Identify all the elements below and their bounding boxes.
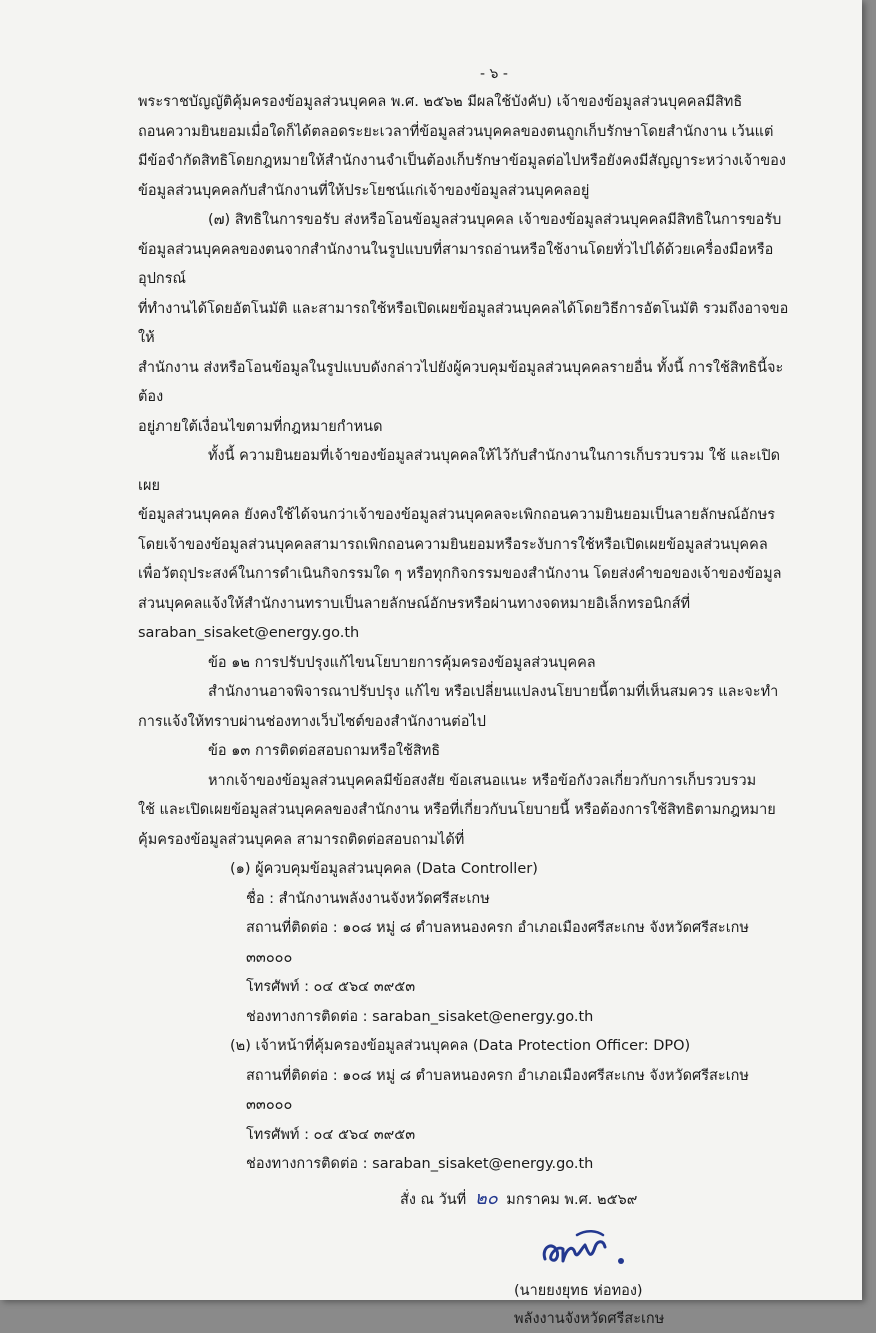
text-line: เพื่อวัตถุประสงค์ในการดำเนินกิจกรรมใด ๆ หรือทุกกิจกรรมของสำนักงาน โดยส่งคำขอของเจ้าของข้อมูล (138, 566, 782, 582)
dpo-channel: ช่องทางการติดต่อ : saraban_sisaket@energy.go.th (246, 1156, 594, 1172)
text-line: การแจ้งให้ทราบผ่านช่องทางเว็บไซต์ของสำนักงานต่อไป (138, 713, 486, 730)
dpo-heading: (๒) เจ้าหน้าที่คุ้มครองข้อมูลส่วนบุคคล (Data Protection Officer: DPO) (230, 1038, 691, 1054)
controller-name: ชื่อ : สำนักงานพลังงานจังหวัดศรีสะเกษ (246, 890, 490, 907)
email-address: saraban_sisaket@energy.go.th (138, 625, 360, 641)
signatory-name: (นายยงยุทธ ห่อทอง) (514, 1283, 643, 1299)
page-number: - ๖ - (480, 66, 508, 82)
section-12-body (138, 678, 790, 737)
text-line: ข้อมูลส่วนบุคคลของตนจากสำนักงานในรูปแบบที่สามารถอ่านหรือใช้งานโดยทั่วไปได้ด้วยเครื่องมือหรืออุปกรณ์ (138, 241, 774, 287)
data-controller-contact (138, 855, 790, 1032)
text-line: ทั้งนี้ ความยินยอมที่เจ้าของข้อมูลส่วนบุคคลให้ไว้กับสำนักงานในการเก็บรวบรวม ใช้ และเปิดเผย (138, 448, 781, 494)
paragraph-consent-validity (138, 442, 790, 649)
text-line: โดยเจ้าของข้อมูลส่วนบุคคลสามารถเพิกถอนความยินยอมหรือระงับการใช้หรือเปิดเผยข้อมูลส่วนบุคคล (138, 536, 768, 553)
controller-address: สถานที่ติดต่อ : ๑๐๘ หมู่ ๘ ตำบลหนองครก อำเภอเมืองศรีสะเกษ จังหวัดศรีสะเกษ ๓๓๐๐๐ (246, 920, 749, 966)
signature-area (138, 1215, 790, 1277)
dpo-address: สถานที่ติดต่อ : ๑๐๘ หมู่ ๘ ตำบลหนองครก อำเภอเมืองศรีสะเกษ จังหวัดศรีสะเกษ ๓๓๐๐๐ (246, 1067, 749, 1113)
paragraph-data-portability (138, 206, 790, 442)
paragraph-consent-withdrawal (138, 88, 790, 206)
handwritten-signature (533, 1221, 643, 1275)
text-line: มีข้อจำกัดสิทธิโดยกฎหมายให้สำนักงานจำเป็นต้องเก็บรักษาข้อมูลต่อไปหรือยังคงมีสัญญาระหว่างเจ้าของ (138, 153, 786, 169)
text-line: ถอนความยินยอมเมื่อใดก็ได้ตลอดระยะเวลาที่ข้อมูลส่วนบุคคลของตนถูกเก็บรักษาโดยสำนักงาน เว้นแต่ (138, 123, 774, 140)
section-12-heading: ข้อ ๑๒ การปรับปรุงแก้ไขนโยบายการคุ้มครองข้อมูลส่วนบุคคล (208, 654, 596, 671)
text-line: ที่ทำงานได้โดยอัตโนมัติ และสามารถใช้หรือเปิดเผยข้อมูลส่วนบุคคลได้โดยวิธีการอัตโนมัติ รวมถึงอาจขอให้ (138, 300, 789, 346)
text-line: ข้อมูลส่วนบุคคลกับสำนักงานที่ให้ประโยชน์แก่เจ้าของข้อมูลส่วนบุคคลอยู่ (138, 182, 590, 199)
signatory-block (138, 1277, 790, 1333)
text-line: สำนักงาน ส่งหรือโอนข้อมูลในรูปแบบดังกล่าวไปยังผู้ควบคุมข้อมูลส่วนบุคคลรายอื่น ทั้งนี้ การใช้สิทธินี้จะต้อง (138, 359, 784, 405)
text-line: หากเจ้าของข้อมูลส่วนบุคคลมีข้อสงสัย ข้อเสนอแนะ หรือข้อกังวลเกี่ยวกับการเก็บรวบรวม (208, 772, 757, 789)
text-line: ข้อมูลส่วนบุคคล ยังคงใช้ได้จนกว่าเจ้าของข้อมูลส่วนบุคคลจะเพิกถอนความยินยอมเป็นลายลักษณ์อักษร (138, 507, 776, 523)
dpo-contact (138, 1032, 790, 1180)
dpo-phone: โทรศัพท์ : ๐๔ ๕๖๔ ๓๙๕๓ (246, 1126, 416, 1143)
controller-heading: (๑) ผู้ควบคุมข้อมูลส่วนบุคคล (Data Controller) (230, 861, 538, 877)
document-body (138, 60, 790, 1333)
signing-date (138, 1184, 790, 1216)
text-line: ใช้ และเปิดเผยข้อมูลส่วนบุคคลของสำนักงาน หรือที่เกี่ยวกับนโยบายนี้ หรือต้องการใช้สิทธิตามกฎหมาย (138, 802, 776, 818)
signatory-title: พลังงานจังหวัดศรีสะเกษ (514, 1311, 665, 1327)
signing-date-prefix: สั่ง ณ วันที่ (400, 1191, 467, 1208)
controller-phone: โทรศัพท์ : ๐๔ ๕๖๔ ๓๙๕๓ (246, 979, 416, 995)
signing-day-handwritten: ๒๐ (474, 1187, 498, 1209)
text-line: อยู่ภายใต้เงื่อนไขตามที่กฎหมายกำหนด (138, 418, 383, 435)
text-line: ส่วนบุคคลแจ้งให้สำนักงานทราบเป็นลายลักษณ์อักษรหรือผ่านทางจดหมายอิเล็กทรอนิกส์ที่ (138, 595, 691, 612)
text-line: พระราชบัญญัติคุ้มครองข้อมูลส่วนบุคคล พ.ศ. ๒๕๖๒ มีผลใช้บังคับ) เจ้าของข้อมูลส่วนบุคคลมีสิทธิ (138, 94, 743, 110)
text-line: (๗) สิทธิในการขอรับ ส่งหรือโอนข้อมูลส่วนบุคคล เจ้าของข้อมูลส่วนบุคคลมีสิทธิในการขอรับ (208, 212, 782, 228)
controller-channel: ช่องทางการติดต่อ : saraban_sisaket@energy.go.th (246, 1008, 594, 1025)
text-line: คุ้มครองข้อมูลส่วนบุคคล สามารถติดต่อสอบถามได้ที่ (138, 831, 465, 848)
signing-month-year: มกราคม พ.ศ. ๒๕๖๙ (506, 1191, 638, 1208)
section-13-body (138, 767, 790, 856)
text-line: สำนักงานอาจพิจารณาปรับปรุง แก้ไข หรือเปลี่ยนแปลงนโยบายนี้ตามที่เห็นสมควร และจะทำ (208, 684, 779, 700)
section-13-heading: ข้อ ๑๓ การติดต่อสอบถามหรือใช้สิทธิ (208, 743, 441, 759)
